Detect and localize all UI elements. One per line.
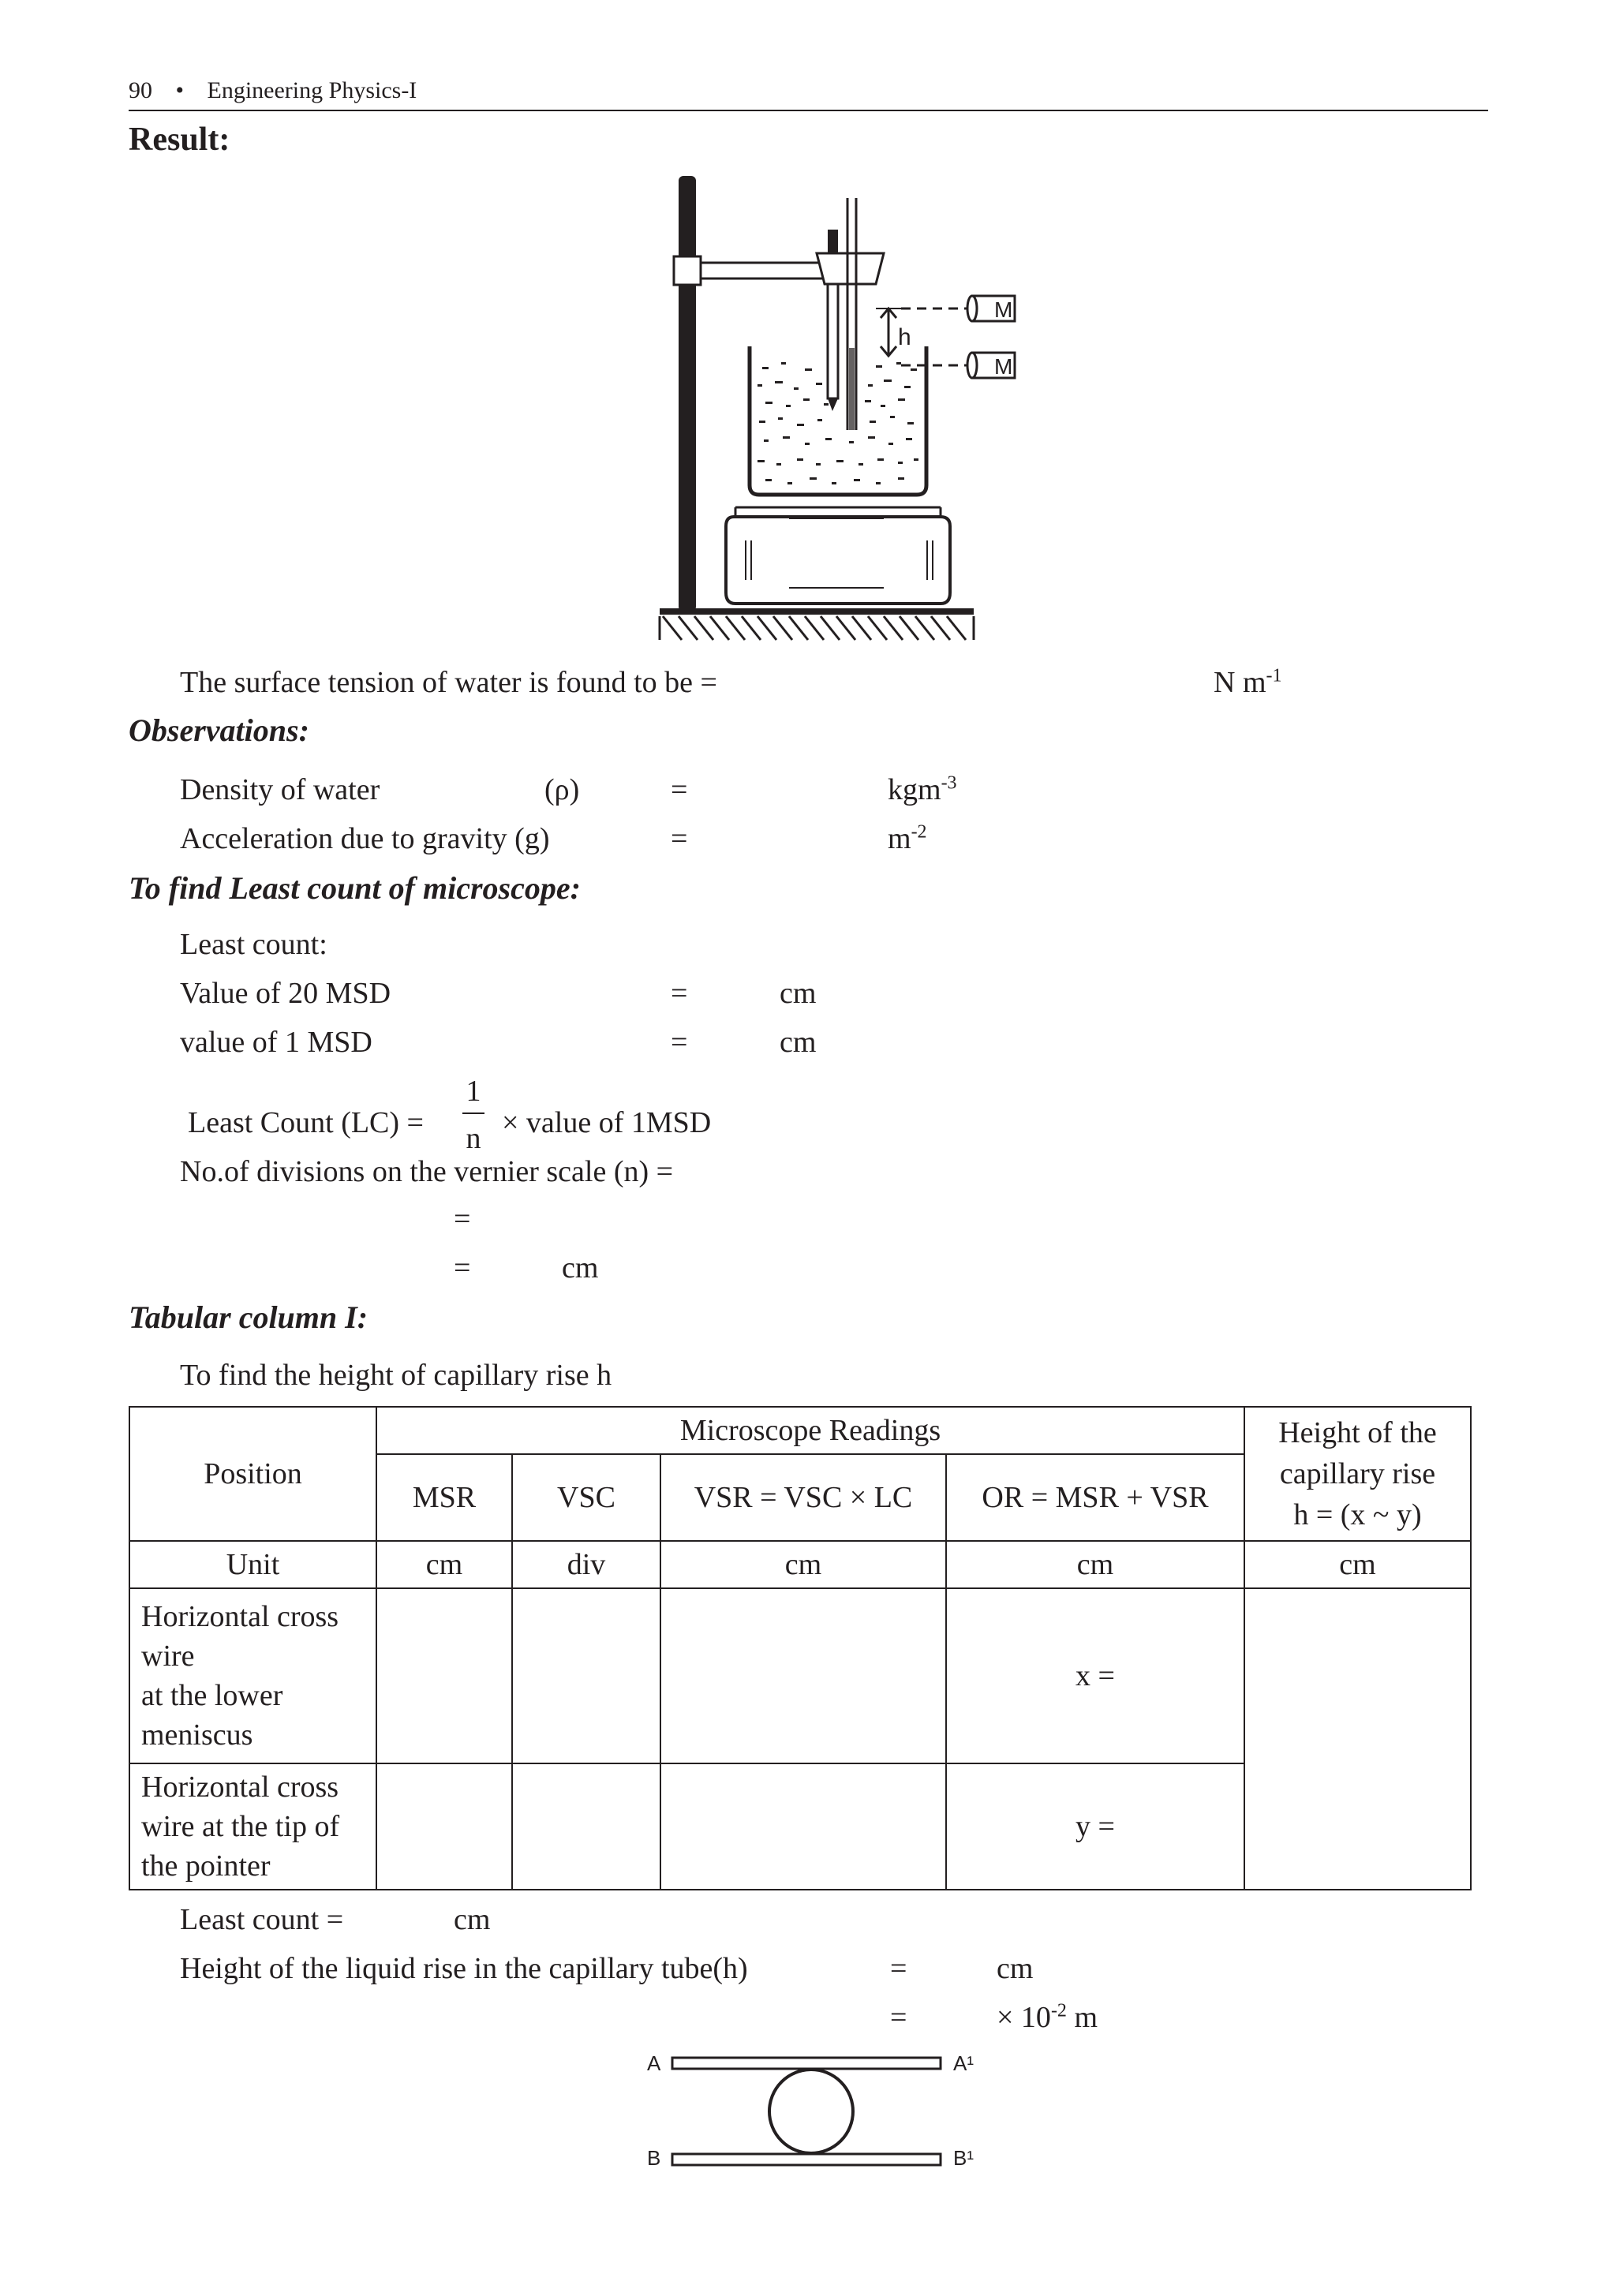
tabular-heading: Tabular column I: bbox=[129, 1299, 368, 1335]
unit-or: cm bbox=[946, 1541, 1244, 1588]
row2-vsr-cell bbox=[660, 1763, 946, 1890]
density-label: Density of water bbox=[180, 773, 380, 806]
result-heading: Result: bbox=[129, 122, 230, 158]
result-statement: The surface tension of water is found to be = bbox=[180, 666, 717, 699]
msd1-equals: = bbox=[671, 1026, 688, 1059]
density-symbol: (ρ) bbox=[544, 773, 580, 806]
row1-vsr-cell bbox=[660, 1588, 946, 1763]
density-unit: kgm$^{-3}$ bbox=[888, 772, 957, 806]
col-or-header: OR = MSR + VSR bbox=[946, 1454, 1244, 1541]
running-header bbox=[129, 77, 417, 104]
height-rise-label: Height of the liquid rise in the capillary tube(h) bbox=[180, 1952, 748, 1985]
least-count-intro: Least count: bbox=[180, 928, 327, 961]
col-msr-header: MSR bbox=[376, 1454, 512, 1541]
lc-formula-denominator: n bbox=[466, 1122, 481, 1155]
row2-msr-cell bbox=[376, 1763, 512, 1890]
observations-heading: Observations: bbox=[129, 712, 309, 748]
gravity-unit: $m^{-2}$ bbox=[888, 821, 927, 855]
msd20-equals: = bbox=[671, 977, 688, 1010]
unit-label: Unit bbox=[129, 1541, 376, 1588]
page-number: 90 bbox=[129, 77, 152, 103]
row1-or-cell: x = bbox=[946, 1588, 1244, 1763]
least-count-line-unit: cm bbox=[454, 1903, 491, 1936]
book-title: Engineering Physics-I bbox=[207, 77, 417, 103]
label-a1: A¹ bbox=[953, 2051, 974, 2075]
msd1-label: value of 1 MSD bbox=[180, 1026, 372, 1059]
fraction-bar bbox=[462, 1112, 484, 1114]
msd20-unit: cm bbox=[780, 977, 817, 1010]
row-pointer-tip-label: Horizontal cross wire at the tip of the pointer bbox=[129, 1763, 376, 1890]
lc-final-unit: cm bbox=[562, 1251, 599, 1284]
tabular-intro: To find the height of capillary rise h bbox=[180, 1359, 612, 1392]
col-microscope-readings-header: Microscope Readings bbox=[376, 1407, 1244, 1454]
label-m-upper: M bbox=[994, 297, 1013, 322]
row2-or-cell: y = bbox=[946, 1763, 1244, 1890]
capillary-section-figure bbox=[631, 2044, 994, 2186]
vernier-divisions-label: No.of divisions on the vernier scale (n) = bbox=[180, 1155, 674, 1188]
lc-formula-suffix: × value of 1MSD bbox=[502, 1106, 712, 1139]
col-height-header: Height of the capillary rise h = (x ~ y) bbox=[1244, 1407, 1471, 1541]
lc-equals-1: = bbox=[454, 1202, 471, 1236]
label-b1: B¹ bbox=[953, 2146, 974, 2170]
label-h: h bbox=[898, 324, 911, 350]
header-bullet: • bbox=[175, 77, 185, 103]
col-position-header: Position bbox=[129, 1407, 376, 1541]
lc-formula-prefix: Least Count (LC) = bbox=[188, 1106, 424, 1139]
unit-msr: cm bbox=[376, 1541, 512, 1588]
lc-formula-numerator: 1 bbox=[466, 1075, 481, 1108]
label-b: B bbox=[647, 2146, 661, 2170]
unit-vsc: div bbox=[512, 1541, 660, 1588]
col-vsr-header: VSR = VSC × LC bbox=[660, 1454, 946, 1541]
height-rise-equals-1: = bbox=[890, 1952, 907, 1985]
height-rise-unit-cm: cm bbox=[997, 1952, 1034, 1985]
gravity-equals: = bbox=[671, 822, 688, 855]
height-rise-equals-2: = bbox=[890, 2001, 907, 2034]
header-rule bbox=[129, 110, 1488, 111]
row1-vsc-cell bbox=[512, 1588, 660, 1763]
msd1-unit: cm bbox=[780, 1026, 817, 1059]
unit-height: cm bbox=[1244, 1541, 1471, 1588]
least-count-heading: To find Least count of microscope: bbox=[129, 870, 581, 906]
lc-equals-2: = bbox=[454, 1251, 471, 1284]
msd20-label: Value of 20 MSD bbox=[180, 977, 391, 1010]
density-equals: = bbox=[671, 773, 688, 806]
result-unit: N $m^{-1}$ bbox=[1214, 665, 1282, 699]
row-lower-meniscus-label: Horizontal cross wire at the lower meniscus bbox=[129, 1588, 376, 1763]
height-rise-unit-m: × $10^{-2}$ m bbox=[997, 2000, 1098, 2034]
capillary-rise-table bbox=[129, 1406, 1472, 1890]
height-result-cell bbox=[1244, 1588, 1471, 1890]
col-vsc-header: VSC bbox=[512, 1454, 660, 1541]
unit-vsr: cm bbox=[660, 1541, 946, 1588]
row1-msr-cell bbox=[376, 1588, 512, 1763]
row2-vsc-cell bbox=[512, 1763, 660, 1890]
gravity-label: Acceleration due to gravity (g) bbox=[180, 822, 550, 855]
least-count-line-label: Least count = bbox=[180, 1903, 344, 1936]
capillary-apparatus-figure bbox=[647, 170, 1026, 643]
label-m-lower: M bbox=[994, 354, 1013, 379]
label-a: A bbox=[647, 2051, 661, 2075]
